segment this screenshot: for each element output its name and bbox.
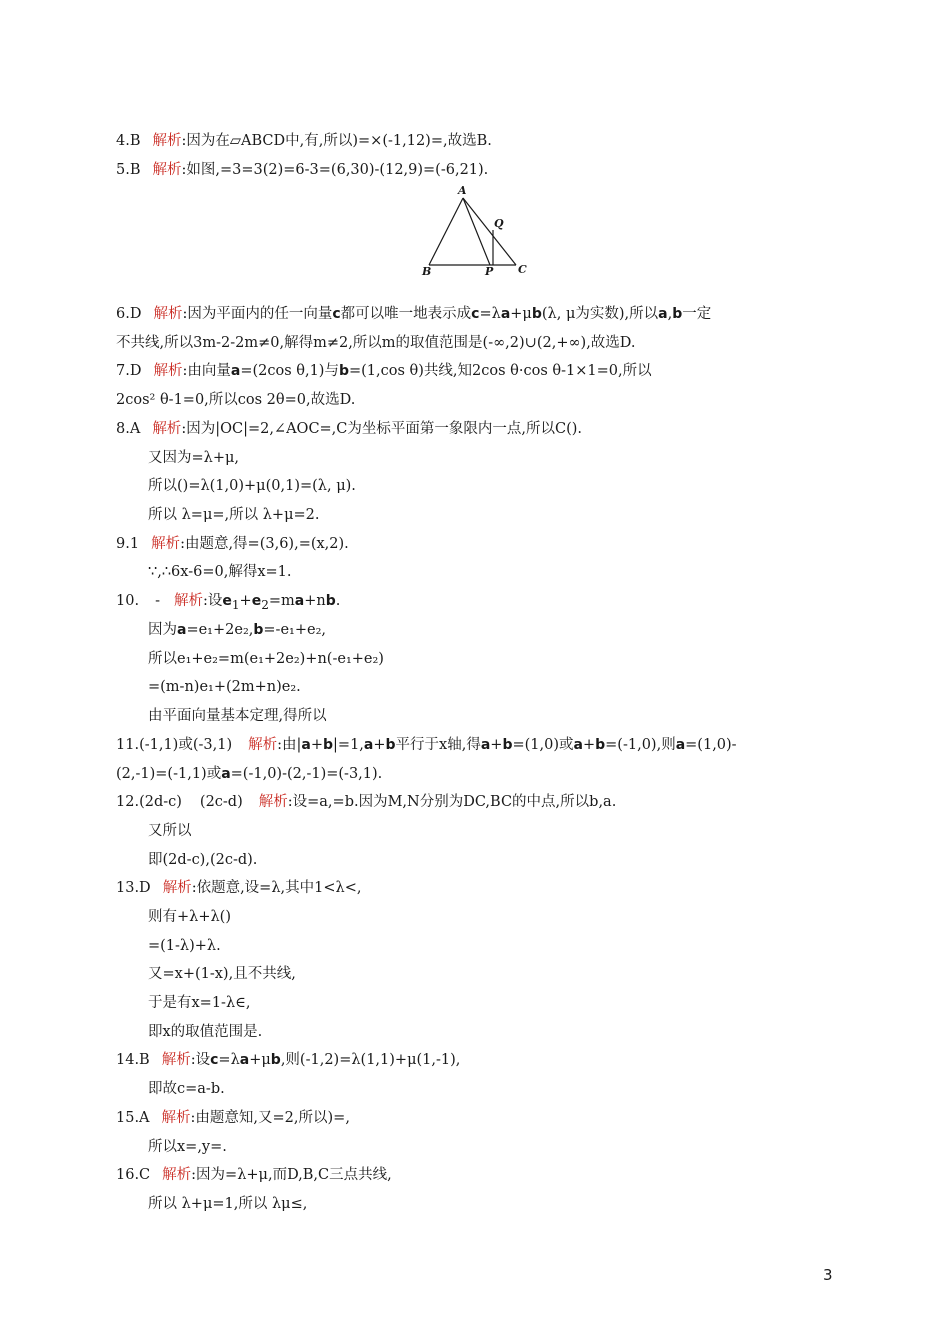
- item-number: 7.D: [116, 363, 142, 379]
- item-10-step: [148, 620, 326, 640]
- item-8-step: 所以()=λ(1,0)+μ(0,1)=(λ, μ).: [148, 478, 356, 494]
- analysis-tag: 解析: [161, 1052, 191, 1068]
- label-c: C: [518, 263, 527, 276]
- text-run: +μ: [249, 1052, 271, 1068]
- item-text: :因为=λ+μ,而D,B,C三点共线,: [191, 1167, 392, 1183]
- vector: c: [332, 306, 341, 322]
- text-run: 一定: [682, 306, 712, 322]
- vector: b: [338, 363, 349, 379]
- item-number: 12.: [116, 794, 140, 810]
- vector: e: [222, 593, 232, 609]
- text-run: .: [335, 593, 341, 609]
- text-run: ,: [667, 306, 673, 322]
- text-run: +: [310, 737, 323, 753]
- text-run: |=1,: [333, 737, 364, 753]
- item-5: [116, 160, 488, 180]
- segment-ab: [429, 198, 463, 265]
- text-run: 因为: [148, 622, 177, 638]
- text-run: =m: [268, 593, 295, 609]
- vector: a: [480, 737, 491, 753]
- item-8: [116, 419, 582, 439]
- vector: c: [210, 1052, 219, 1068]
- item-10-step: 由平面向量基本定理,得所以: [148, 708, 327, 724]
- item-text: :因为|OC|=2,∠AOC=,C为坐标平面第一象限内一点,所以C().: [181, 421, 583, 437]
- text-run: 平行于x轴,得: [395, 737, 481, 753]
- text-run: +: [490, 737, 503, 753]
- item-10: [116, 591, 340, 615]
- vector: a: [239, 1052, 250, 1068]
- text-run: :因为平面内的任一向量: [182, 306, 333, 322]
- item-16-step: 所以 λ+μ=1,所以 λμ≤,: [148, 1196, 308, 1212]
- item-9: [116, 534, 349, 554]
- vector: a: [500, 306, 511, 322]
- text-run: :由向量: [182, 363, 231, 379]
- subscript: 1: [231, 597, 240, 612]
- item-11: [116, 735, 737, 755]
- vector: a: [675, 737, 686, 753]
- item-number: 4.B: [116, 133, 141, 149]
- vector: a: [658, 306, 668, 322]
- item-13-step: 即x的取值范围是.: [148, 1024, 263, 1040]
- analysis-tag: 解析: [173, 593, 203, 609]
- text-run: =(1,cos θ)共线,知2cos θ·cos θ-1×1=0,所以: [349, 363, 652, 379]
- vector: b: [325, 593, 336, 609]
- analysis-tag: 解析: [152, 133, 182, 149]
- vector: a: [177, 622, 187, 638]
- text-run: :设: [190, 1052, 211, 1068]
- text-run: ,则(-1,2)=λ(1,1)+μ(1,-1),: [280, 1052, 461, 1068]
- text-run: (λ, μ为实数),所以: [541, 306, 659, 322]
- item-6: [116, 304, 711, 324]
- item-text: :依题意,设=λ,其中1<λ<,: [191, 880, 362, 896]
- answer: (2d-c): [139, 794, 182, 810]
- text-run: =(2cos θ,1)与: [240, 363, 339, 379]
- segment-ac: [463, 198, 516, 265]
- analysis-tag: 解析: [152, 421, 182, 437]
- item-12-step: 即(2d-c),(2c-d).: [148, 852, 258, 868]
- page-number: 3: [823, 1266, 833, 1284]
- item-7-line2: 2cos² θ-1=0,所以cos 2θ=0,故选D.: [116, 392, 356, 408]
- segment-ap: [463, 198, 490, 265]
- item-number: 8.A: [116, 421, 141, 437]
- vector: b: [253, 622, 264, 638]
- analysis-tag: 解析: [248, 737, 278, 753]
- label-q: Q: [494, 217, 504, 230]
- vector: e: [251, 593, 262, 609]
- text-run: :由|: [277, 737, 302, 753]
- item-9-step: ∵,∴6x-6=0,解得x=1.: [148, 564, 292, 580]
- text-run: =(1,0)-: [685, 737, 737, 753]
- text-run: =(-1,0)-(2,-1)=(-3,1).: [230, 766, 383, 782]
- vector: a: [573, 737, 583, 753]
- item-number: 10.: [116, 593, 140, 609]
- answer: (2c-d): [199, 794, 243, 810]
- text-run: (2,-1)=(-1,1)或: [116, 766, 222, 782]
- analysis-tag: 解析: [162, 880, 192, 896]
- text-run: +: [239, 593, 252, 609]
- label-b: B: [422, 265, 432, 277]
- analysis-tag: 解析: [153, 363, 183, 379]
- vector: b: [531, 306, 542, 322]
- vector: a: [363, 737, 374, 753]
- text-run: 都可以唯一地表示成: [340, 306, 472, 322]
- analysis-tag: 解析: [151, 536, 181, 552]
- text-run: =-e₁+e₂,: [263, 622, 327, 638]
- text-run: +n: [304, 593, 326, 609]
- text-run: +: [373, 737, 386, 753]
- item-7: [116, 361, 652, 381]
- item-number: 15.A: [116, 1110, 150, 1126]
- item-13-step: 于是有x=1-λ∈,: [148, 995, 251, 1011]
- item-13-step: =(1-λ)+λ.: [148, 938, 221, 954]
- analysis-tag: 解析: [152, 162, 182, 178]
- item-text: :设=a,=b.因为M,N分别为DC,BC的中点,所以b,a.: [287, 794, 617, 810]
- item-13-step: 又=x+(1-x),且不共线,: [148, 966, 296, 982]
- item-11-line2: [116, 764, 382, 784]
- vector: b: [502, 737, 513, 753]
- item-16: [116, 1165, 392, 1185]
- analysis-tag: 解析: [161, 1110, 191, 1126]
- subscript: 2: [261, 597, 269, 612]
- text-run: =e₁+2e₂,: [186, 622, 254, 638]
- text-run: +μ: [510, 306, 532, 322]
- vector: b: [323, 737, 334, 753]
- text-run: =(1,0)或: [512, 737, 574, 753]
- vector: a: [221, 766, 231, 782]
- item-8-step: 所以 λ=μ=,所以 λ+μ=2.: [148, 507, 320, 523]
- vector: b: [672, 306, 683, 322]
- item-text: :由题意,得=(3,6),=(x,2).: [180, 536, 349, 552]
- vector: a: [294, 593, 305, 609]
- text-run: :设: [202, 593, 223, 609]
- item-number: 5.B: [116, 162, 141, 178]
- analysis-tag: 解析: [258, 794, 288, 810]
- text-run: =λ: [218, 1052, 240, 1068]
- analysis-tag: 解析: [162, 1167, 192, 1183]
- item-number: 13.D: [116, 880, 151, 896]
- item-text: :如图,=3=3(2)=6-3=(6,30)-(12,9)=(-6,21).: [181, 162, 489, 178]
- item-10-step: =(m-n)e₁+(2m+n)e₂.: [148, 679, 301, 695]
- item-13-step: 则有+λ+λ(): [148, 909, 231, 925]
- item-12: [116, 792, 616, 812]
- vector: c: [471, 306, 480, 322]
- vector: a: [230, 363, 241, 379]
- vector: a: [301, 737, 311, 753]
- vector: b: [270, 1052, 281, 1068]
- text-run: =λ: [479, 306, 501, 322]
- item-number: 14.B: [116, 1052, 150, 1068]
- label-a: A: [458, 185, 467, 197]
- item-15-step: 所以x=,y=.: [148, 1139, 227, 1155]
- item-15: [116, 1108, 350, 1128]
- item-14-step: 即故c=a-b.: [148, 1081, 225, 1097]
- answer: -: [155, 593, 160, 609]
- item-14: [116, 1050, 460, 1070]
- item-6-line2: 不共线,所以3m-2-2m≠0,解得m≠2,所以m的取值范围是(-∞,2)∪(2,+∞),故选D.: [116, 335, 636, 351]
- item-8-step: 又因为=λ+μ,: [148, 450, 240, 466]
- label-p: P: [485, 265, 494, 277]
- item-text: :由题意知,又=2,所以)=,: [190, 1110, 350, 1126]
- item-13: [116, 878, 361, 898]
- item-10-step: 所以e₁+e₂=m(e₁+2e₂)+n(-e₁+e₂): [148, 651, 384, 667]
- vector: b: [385, 737, 396, 753]
- item-number: 6.D: [116, 306, 142, 322]
- item-number: 9.1: [116, 536, 140, 552]
- item-12-step: 又所以: [148, 823, 192, 839]
- item-4: [116, 131, 492, 151]
- analysis-tag: 解析: [153, 306, 183, 322]
- vector: b: [595, 737, 606, 753]
- answer: (-1,1)或(-3,1): [139, 737, 233, 753]
- text-run: +: [582, 737, 596, 753]
- item-number: 11.: [116, 737, 140, 753]
- triangle-figure: [418, 185, 534, 277]
- item-text: :因为在▱ABCD中,有,所以)=×(-1,12)=,故选B.: [181, 133, 492, 149]
- item-number: 16.C: [116, 1167, 151, 1183]
- text-run: =(-1,0),则: [605, 737, 676, 753]
